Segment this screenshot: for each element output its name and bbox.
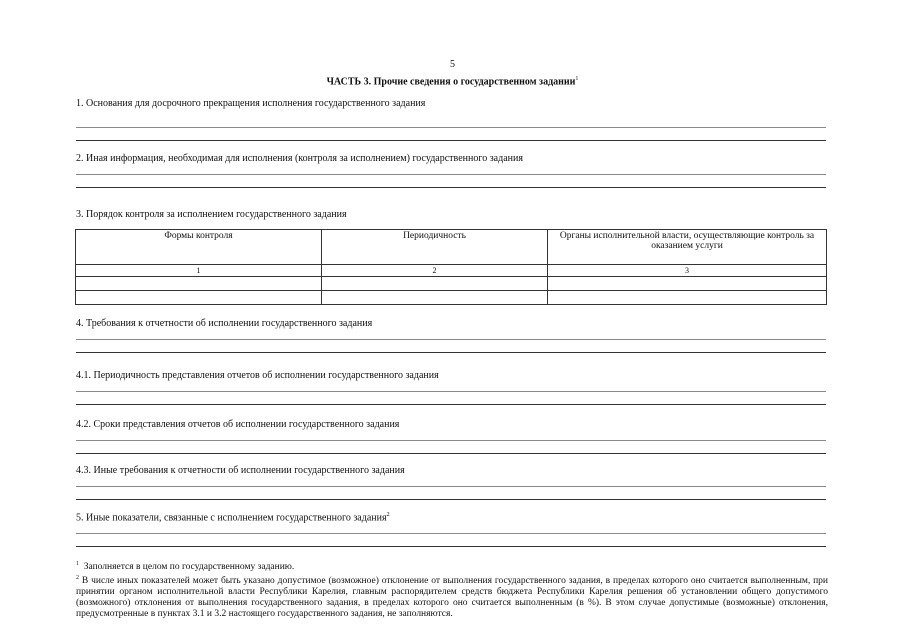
section-4-heading: 4. Требования к отчетности об исполнении государственного задания	[76, 318, 373, 329]
section-4-1-heading: 4.1. Периодичность представления отчетов об исполнении государственного задания	[76, 370, 439, 381]
table-cell[interactable]	[322, 277, 548, 291]
section-2-heading: 2. Иная информация, необходимая для исполнения (контроля за исполнением) государственного задания	[76, 153, 523, 164]
table-row	[76, 291, 827, 305]
column-number: 3	[548, 265, 827, 277]
section-3-heading: 3. Порядок контроля за исполнением государственного задания	[76, 209, 347, 220]
column-number: 2	[322, 265, 548, 277]
footnote-2	[76, 573, 828, 620]
fill-line	[76, 140, 826, 141]
footnote-2-text: В числе иных показателей может быть указано допустимое (возможное) отклонение от выполнения государственного задания, в пределах которого оно считается выполненным, при принятии органом исполнительной власти Республики Карелия, главным распорядителем средств бюджета Республики Карелия решения об установлении общего допустимого (возможного) отклонения от выполнения государственного задания, в пределах которого оно считается выполненным (в %). В этом случае допустимые (возможные) отклонения, предусмотренные в пунктах 3.1 и 3.2 настоящего государственного задания, не заполняются.	[76, 576, 829, 620]
table-row	[76, 277, 827, 291]
table-cell[interactable]	[548, 291, 827, 305]
column-header-periodicity: Периодичность	[322, 230, 548, 265]
table-number-row	[76, 265, 827, 277]
fill-line	[76, 391, 826, 392]
footnotes	[76, 559, 828, 620]
column-number: 1	[76, 265, 322, 277]
part-title	[0, 76, 905, 87]
table-cell[interactable]	[76, 277, 322, 291]
section-5-text: 5. Иные показатели, связанные с исполнением государственного задания	[76, 512, 387, 524]
title-footnote-ref: 1	[575, 76, 579, 82]
footnote-1	[76, 559, 828, 573]
fill-line	[76, 499, 826, 500]
fill-line	[76, 339, 826, 340]
footnote-1-text: Заполняется в целом по государственному заданию.	[83, 562, 295, 573]
section-5-heading	[76, 512, 390, 523]
fill-line	[76, 486, 826, 487]
fill-line	[76, 440, 826, 441]
section-5-footnote-ref: 2	[386, 512, 390, 518]
fill-line	[76, 453, 826, 454]
fill-line	[76, 174, 826, 175]
fill-line	[76, 546, 826, 547]
page-number: 5	[450, 59, 455, 70]
column-header-forms: Формы контроля	[76, 230, 322, 265]
fill-line	[76, 187, 826, 188]
table-cell[interactable]	[76, 291, 322, 305]
section-4-3-heading: 4.3. Иные требования к отчетности об исполнении государственного задания	[76, 465, 405, 476]
fill-line	[76, 352, 826, 353]
section-4-2-heading: 4.2. Сроки представления отчетов об исполнении государственного задания	[76, 419, 400, 430]
control-table	[75, 229, 827, 305]
table-header-row	[76, 230, 827, 265]
column-header-authorities: Органы исполнительной власти, осуществляющие контроль за оказанием услуги	[548, 230, 827, 265]
fill-line	[76, 127, 826, 128]
fill-line	[76, 533, 826, 534]
footnote-1-mark: 1	[76, 561, 79, 567]
part-title-text: ЧАСТЬ 3. Прочие сведения о государственном задании	[326, 76, 576, 88]
table-cell[interactable]	[548, 277, 827, 291]
fill-line	[76, 404, 826, 405]
section-1-heading: 1. Основания для досрочного прекращения исполнения государственного задания	[76, 98, 426, 109]
table-cell[interactable]	[322, 291, 548, 305]
footnote-2-mark: 2	[76, 575, 79, 582]
